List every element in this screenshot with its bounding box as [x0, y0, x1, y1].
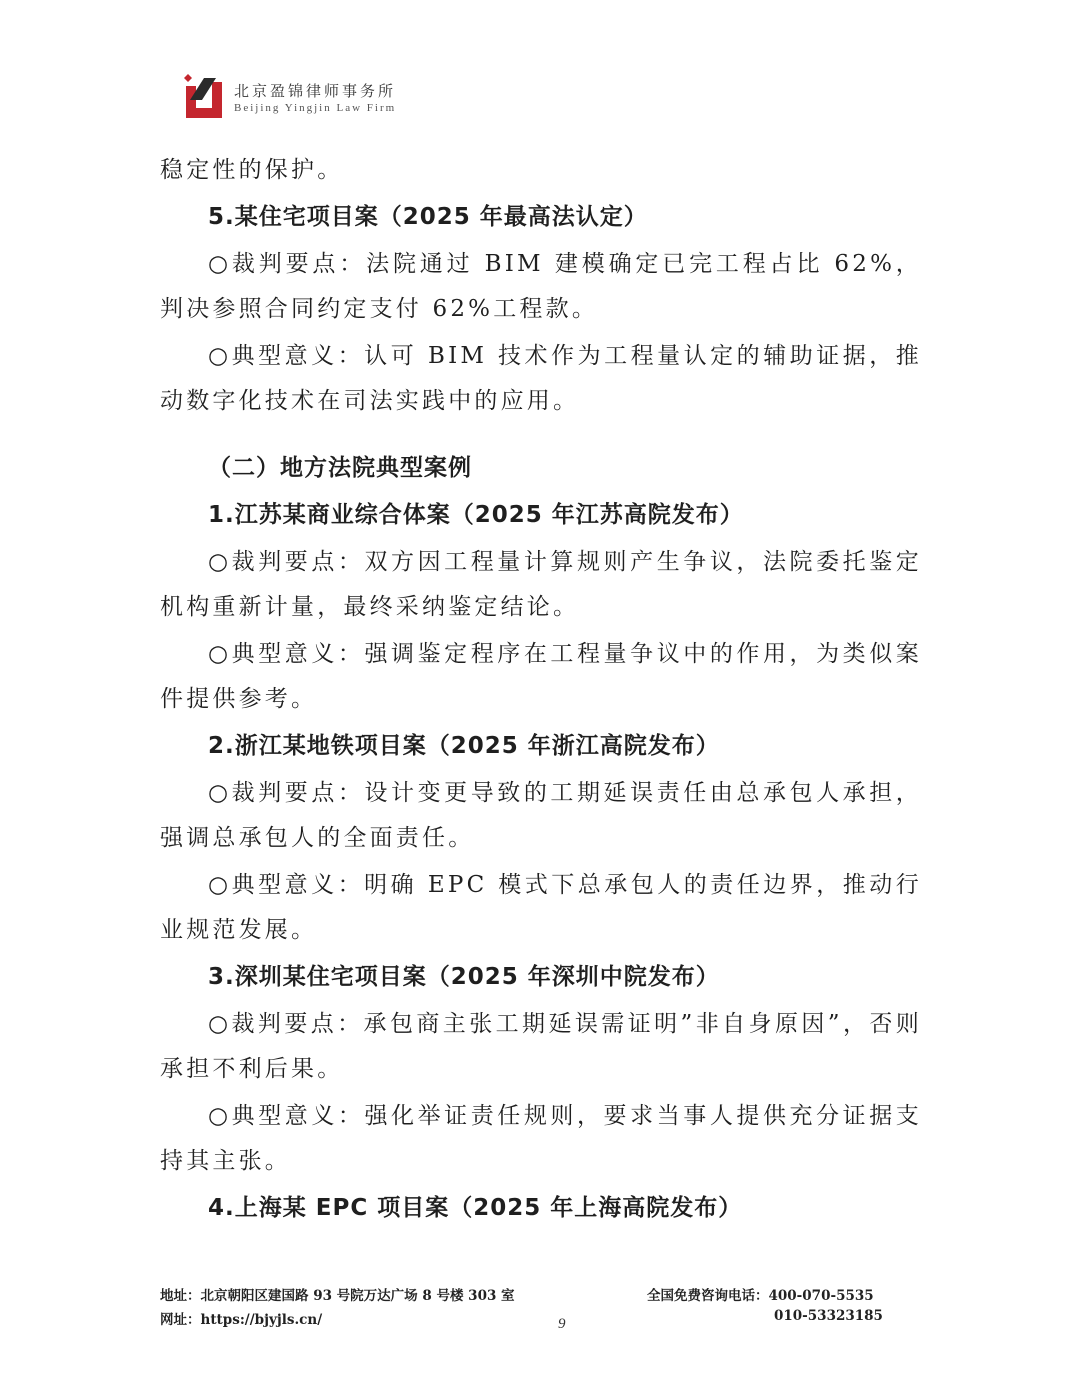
significance-paragraph: ○典型意义：明确 EPC 模式下总承包人的责任边界，推动行业规范发展。 [160, 872, 922, 943]
case-heading: 3.深圳某住宅项目案（2025 年深圳中院发布） [208, 964, 720, 990]
case-heading: 5.某住宅项目案（2025 年最高法认定） [208, 204, 648, 230]
case-heading: 4.上海某 EPC 项目案（2025 年上海高院发布） [208, 1195, 743, 1221]
paragraph-continuation: 稳定性的保护。 [160, 157, 344, 183]
section-heading: （二）地方法院典型案例 [208, 455, 472, 481]
footer-address: 地址：北京朝阳区建国路 93 号院万达广场 8 号楼 303 室 [160, 1288, 515, 1304]
case-heading: 2.浙江某地铁项目案（2025 年浙江高院发布） [208, 733, 720, 759]
ruling-point-paragraph: ○裁判要点：承包商主张工期延误需证明”非自身原因”，否则承担不利后果。 [160, 1011, 922, 1082]
footer-hotline: 全国免费咨询电话：400-070-5535 [647, 1288, 874, 1304]
significance-paragraph: ○典型意义：强调鉴定程序在工程量争议中的作用，为类似案件提供参考。 [160, 641, 922, 712]
ruling-point-paragraph: ○裁判要点：设计变更导致的工期延误责任由总承包人承担，强调总承包人的全面责任。 [160, 780, 922, 851]
case-heading: 1.江苏某商业综合体案（2025 年江苏高院发布） [208, 502, 744, 528]
page-number: 9 [558, 1316, 566, 1332]
document-body [160, 148, 922, 1231]
ruling-point-paragraph: ○裁判要点：双方因工程量计算规则产生争议，法院委托鉴定机构重新计量，最终采纳鉴定结论。 [160, 549, 922, 620]
footer-website: 网址：https://bjyjls.cn/ [160, 1312, 323, 1328]
significance-paragraph: ○典型意义：认可 BIM 技术作为工程量认定的辅助证据，推动数字化技术在司法实践中的应用。 [160, 343, 922, 414]
page-footer [160, 1284, 883, 1344]
significance-paragraph: ○典型意义：强化举证责任规则，要求当事人提供充分证据支持其主张。 [160, 1103, 922, 1174]
firm-name-english: Beijing Yingjin Law Firm [234, 102, 397, 114]
firm-name-chinese: 北京盈锦律师事务所 [234, 82, 397, 100]
letterhead [182, 74, 422, 124]
ruling-point-paragraph: ○裁判要点：法院通过 BIM 建模确定已完工程占比 62%，判决参照合同约定支付 62%工程款。 [160, 251, 922, 322]
firm-logo-icon [182, 74, 226, 120]
footer-phone: 010-53323185 [774, 1308, 883, 1324]
